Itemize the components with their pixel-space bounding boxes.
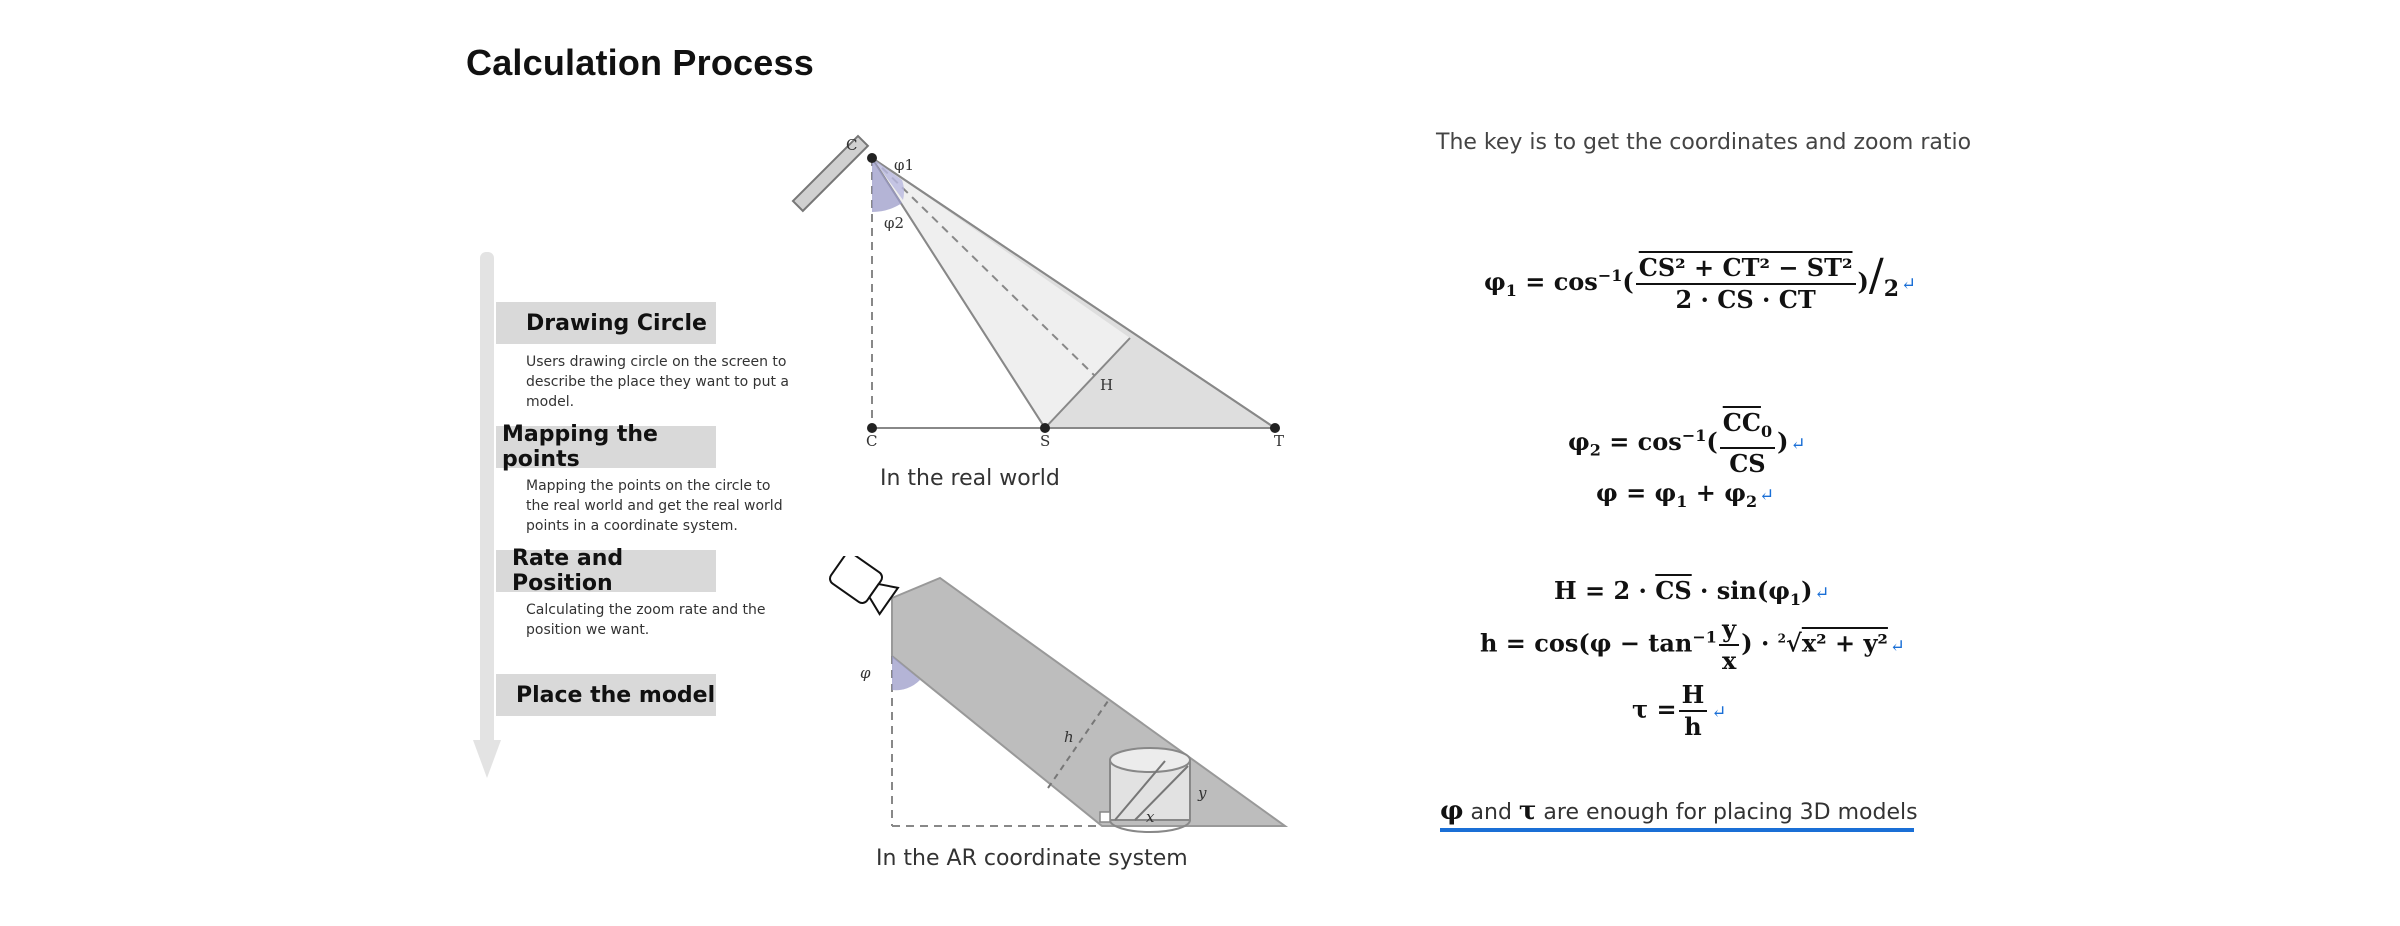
formula-phi1: $\varphi_1 = \cos^{-1}$( $\frac{\text{CS² + CT² − ST²}}{2 \cdot CS \cdot CT}$ )$/_2$ ↵ [1484, 250, 1917, 314]
formula-h: $h = \cos(\varphi - \tan^{-1}$ $\frac{y}{x}$ ) · $^2$√x² + y² ↵ [1480, 614, 1906, 675]
step-place-model [496, 674, 716, 716]
step-title: Drawing Circle [526, 310, 707, 336]
label-h: H [1100, 376, 1114, 394]
caption-ar-system: In the AR coordinate system [876, 846, 1188, 871]
formula-phi2: $\varphi_2 = \cos^{-1}$( $\frac{\overline{CC}_0}{CS}$ ) ↵ [1568, 408, 1806, 478]
step-description: Users drawing circle on the screen to describe the place they want to put a model. [526, 354, 789, 410]
formula-H: $H = 2 \cdot \overline{CS} \cdot \sin(\varphi_1)$ ↵ [1554, 576, 1830, 609]
label-phi2: φ2 [884, 214, 905, 232]
label-phi: φ [860, 664, 871, 682]
step-title: Mapping the points [502, 422, 658, 472]
step-title: Rate and Position [512, 546, 624, 596]
label-y: y [1198, 784, 1207, 802]
step-mapping-points [496, 422, 716, 472]
summary-underline [1440, 828, 1914, 832]
summary-statement: φ and τ are enough for placing 3D models [1440, 796, 1918, 826]
step-description: Calculating the zoom rate and the position we want. [526, 602, 766, 638]
label-c-top: C [846, 136, 858, 154]
label-phi1: φ1 [894, 156, 915, 174]
step-description: Mapping the points on the circle to the real world and get the real world points in a coordinate system. [526, 478, 783, 534]
label-t: T [1274, 432, 1285, 448]
formula-phi-sum: $\varphi = \varphi_1 + \varphi_2$ ↵ [1596, 478, 1775, 511]
step-rate-position [496, 546, 716, 596]
camera-icon [828, 556, 899, 616]
label-c-bottom: C [866, 432, 878, 448]
label-x: x [1146, 808, 1155, 826]
page-title: Calculation Process [466, 42, 814, 83]
step-title: Place the model [516, 682, 716, 708]
label-h-small: h [1064, 728, 1074, 746]
formula-tau: τ = $\frac{H}{h}$ ↵ [1632, 680, 1727, 741]
label-s: S [1040, 432, 1051, 448]
ar-diagram [820, 556, 1300, 846]
caption-real-world: In the real world [880, 466, 1060, 491]
step-drawing-circle [496, 302, 716, 344]
real-world-diagram [790, 128, 1300, 448]
key-note: The key is to get the coordinates and zoom ratio [1436, 130, 1972, 155]
